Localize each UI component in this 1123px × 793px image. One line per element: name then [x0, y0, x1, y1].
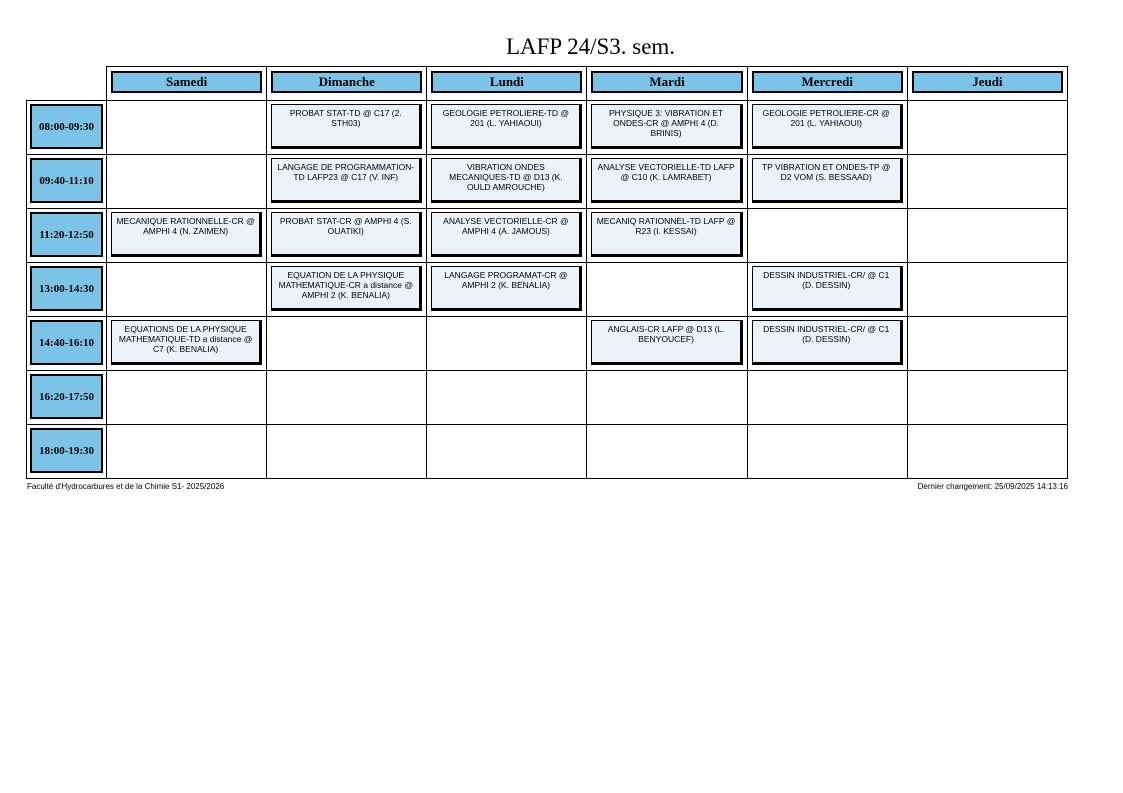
time-label: 08:00-09:30 [30, 104, 103, 149]
schedule-cell [427, 371, 587, 425]
time-label: 16:20-17:50 [30, 374, 103, 419]
schedule-cell [747, 101, 907, 155]
schedule-cell [267, 209, 427, 263]
schedule-cell [107, 425, 267, 479]
time-cell [27, 371, 107, 425]
class-session: MECANIQUE RATIONNELLE-CR @ AMPHI 4 (N. ZAIMEN) [111, 212, 262, 257]
schedule-cell [267, 371, 427, 425]
timetable [26, 66, 1068, 479]
class-session: GEOLOGIE PETROLIERE-TD @ 201 (L. YAHIAOUI) [431, 104, 582, 149]
class-session: LANGAGE DE PROGRAMMATION-TD LAFP23 @ C17 (V. INF) [271, 158, 422, 203]
time-slot-row [27, 263, 1068, 317]
schedule-cell [107, 263, 267, 317]
time-cell [27, 155, 107, 209]
schedule-cell [907, 155, 1067, 209]
schedule-cell [907, 425, 1067, 479]
class-session: ANALYSE VECTORIELLE-TD LAFP @ C10 (K. LAMRABET) [591, 158, 742, 203]
day-header: Mardi [591, 71, 742, 93]
time-cell [27, 209, 107, 263]
schedule-cell [747, 263, 907, 317]
schedule-cell [747, 209, 907, 263]
class-session: EQUATION DE LA PHYSIQUE MATHEMATIQUE-CR a distance @ AMPHI 2 (K. BENALIA) [271, 266, 422, 311]
schedule-cell [907, 317, 1067, 371]
class-session: DESSIN INDUSTRIEL-CR/ @ C1 (D. DESSIN) [752, 266, 903, 311]
day-header: Mercredi [752, 71, 903, 93]
class-session: TP VIBRATION ET ONDES-TP @ D2 VOM (S. BESSAAD) [752, 158, 903, 203]
class-session: GEOLOGIE PETROLIERE-CR @ 201 (L. YAHIAOUI) [752, 104, 903, 149]
time-cell [27, 317, 107, 371]
day-header-cell [747, 67, 907, 101]
schedule-cell [427, 209, 587, 263]
time-slot-row [27, 317, 1068, 371]
time-slot-row [27, 101, 1068, 155]
time-cell [27, 263, 107, 317]
schedule-cell [107, 209, 267, 263]
day-header-cell [267, 67, 427, 101]
class-session: LANGAGE PROGRAMAT-CR @ AMPHI 2 (K. BENALIA) [431, 266, 582, 311]
schedule-cell [587, 209, 747, 263]
corner-cell [27, 67, 107, 101]
schedule-cell [107, 371, 267, 425]
day-header-cell [907, 67, 1067, 101]
time-slot-row [27, 155, 1068, 209]
schedule-cell [907, 263, 1067, 317]
schedule-cell [747, 371, 907, 425]
time-label: 13:00-14:30 [30, 266, 103, 311]
schedule-cell [107, 155, 267, 209]
time-label: 09:40-11:10 [30, 158, 103, 203]
day-header: Dimanche [271, 71, 422, 93]
schedule-cell [267, 101, 427, 155]
schedule-cell [267, 263, 427, 317]
time-slot-row [27, 425, 1068, 479]
schedule-cell [587, 317, 747, 371]
schedule-cell [267, 155, 427, 209]
schedule-cell [267, 317, 427, 371]
day-header-cell [427, 67, 587, 101]
schedule-cell [427, 317, 587, 371]
day-header: Samedi [111, 71, 262, 93]
day-header: Jeudi [912, 71, 1063, 93]
class-session: EQUATIONS DE LA PHYSIQUE MATHEMATIQUE-TD a distance @ C7 (K. BENALIA) [111, 320, 262, 365]
time-cell [27, 101, 107, 155]
class-session: VIBRATION ONDES MECANIQUES-TD @ D13 (K. OULD AMROUCHE) [431, 158, 582, 203]
schedule-cell [587, 371, 747, 425]
schedule-cell [747, 317, 907, 371]
schedule-cell [427, 425, 587, 479]
schedule-cell [107, 317, 267, 371]
class-session: PROBAT STAT-CR @ AMPHI 4 (S. OUATIKI) [271, 212, 422, 257]
time-slot-row [27, 371, 1068, 425]
schedule-cell [747, 155, 907, 209]
schedule-cell [427, 101, 587, 155]
class-session: DESSIN INDUSTRIEL-CR/ @ C1 (D. DESSIN) [752, 320, 903, 365]
schedule-cell [907, 209, 1067, 263]
class-session: ANGLAIS-CR LAFP @ D13 (L. BENYOUCEF) [591, 320, 742, 365]
schedule-cell [427, 155, 587, 209]
schedule-cell [747, 425, 907, 479]
class-session: PROBAT STAT-TD @ C17 (2. STH03) [271, 104, 422, 149]
time-slot-row [27, 209, 1068, 263]
day-header-cell [107, 67, 267, 101]
footer-faculty: Faculté d'Hydrocarbures et de la Chimie S1- 2025/2026 [27, 482, 225, 491]
schedule-cell [587, 425, 747, 479]
day-header-cell [587, 67, 747, 101]
page-title: LAFP 24/S3. sem. [505, 34, 676, 59]
time-label: 14:40-16:10 [30, 320, 103, 365]
schedule-cell [907, 101, 1067, 155]
day-header: Lundi [431, 71, 582, 93]
class-session: ANALYSE VECTORIELLE-CR @ AMPHI 4 (A. JAMOUS) [431, 212, 582, 257]
schedule-cell [587, 155, 747, 209]
class-session: MECANIQ RATIONNEL-TD LAFP @ R23 (I. KESSAI) [591, 212, 742, 257]
schedule-cell [107, 101, 267, 155]
schedule-cell [587, 263, 747, 317]
time-cell [27, 425, 107, 479]
schedule-cell [427, 263, 587, 317]
schedule-cell [267, 425, 427, 479]
class-session: PHYSIQUE 3: VIBRATION ET ONDES-CR @ AMPHI 4 (D. BRINIS) [591, 104, 742, 149]
time-label: 11:20-12:50 [30, 212, 103, 257]
footer-last-change: Dernier changement: 25/09/2025 14:13:16 [917, 482, 1068, 491]
time-label: 18:00-19:30 [30, 428, 103, 473]
schedule-cell [907, 371, 1067, 425]
schedule-cell [587, 101, 747, 155]
